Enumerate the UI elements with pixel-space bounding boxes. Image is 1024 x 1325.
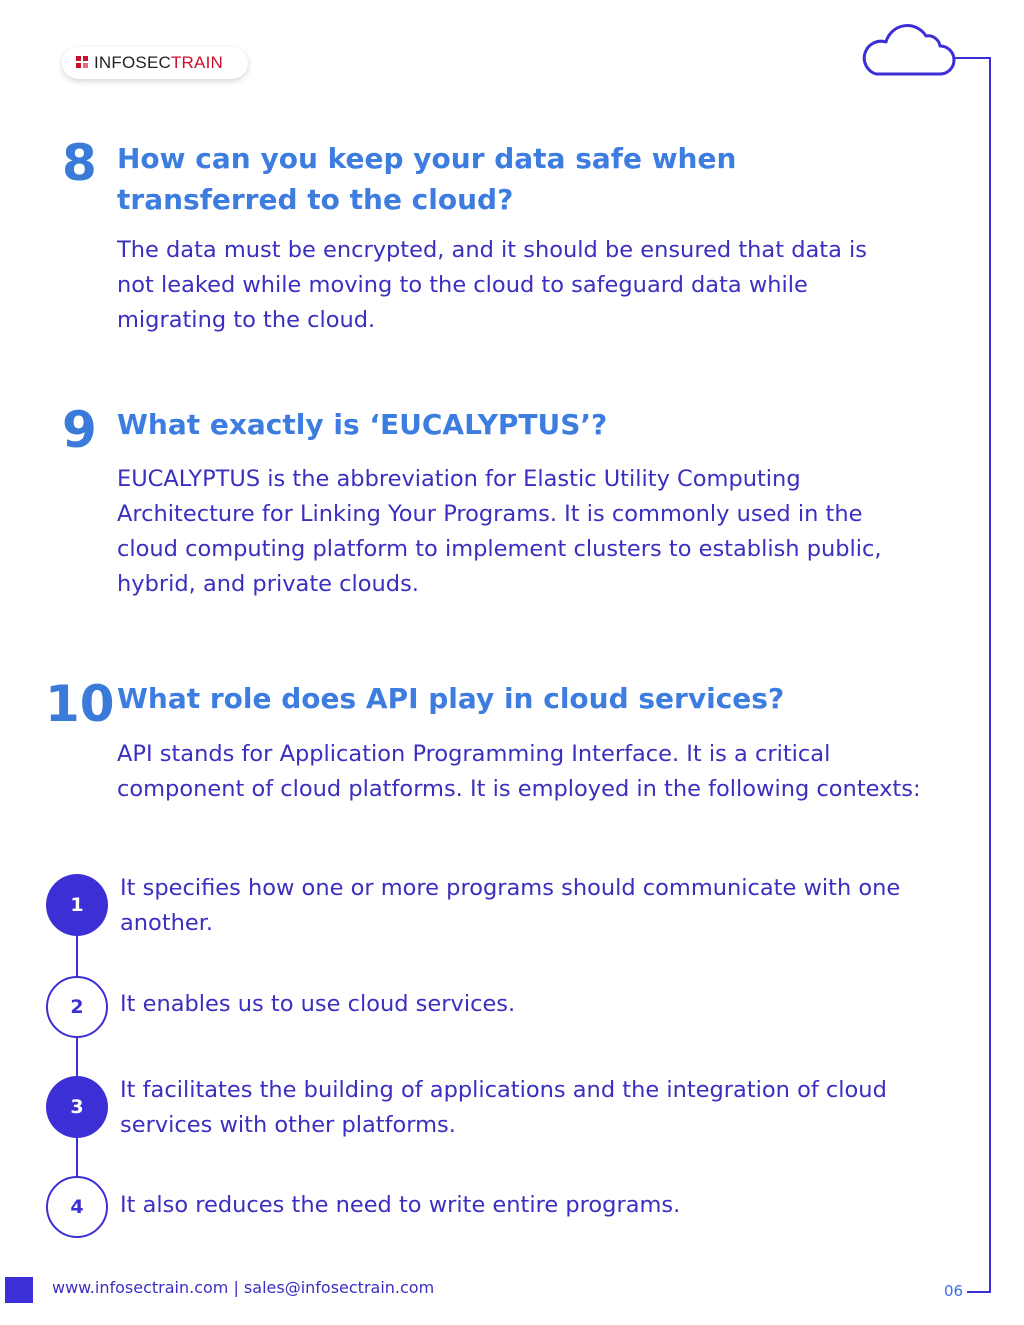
step-number-badge-3 xyxy=(46,1076,108,1138)
step-number-1: 1 xyxy=(70,894,84,916)
side-bracket-line xyxy=(955,58,990,1292)
timeline-connector xyxy=(76,1038,78,1076)
step-number-badge-4 xyxy=(46,1176,108,1238)
question-title-8: How can you keep your data safe when transferred to the cloud? xyxy=(117,142,737,216)
question-number-8: 8 xyxy=(62,134,97,192)
page-number: 06 xyxy=(944,1282,964,1300)
question-title-9: What exactly is ‘EUCALYPTUS’? xyxy=(117,408,608,441)
footer-accent-square xyxy=(5,1277,33,1303)
logo-text-part1: INFOSEC xyxy=(94,53,171,72)
answer-text-8: The data must be encrypted, and it should be ensured that data is not leaked while moving to the cloud to safeguard data while migrating to the cloud. xyxy=(117,237,868,333)
logo-text-part2: TRAIN xyxy=(170,53,223,72)
step-number-badge-2 xyxy=(46,976,108,1038)
answer-text-10: API stands for Application Programming Interface. It is a critical component of cloud platforms. It is employed in the following contexts: xyxy=(117,741,921,802)
step-number-3: 3 xyxy=(70,1096,84,1118)
api-point-text-2: It enables us to use cloud services. xyxy=(120,991,516,1017)
step-number-4: 4 xyxy=(70,1196,84,1218)
timeline-connector xyxy=(76,1138,78,1176)
cloud-icon xyxy=(864,26,954,74)
footer-contact: www.infosectrain.com | sales@infosectrain.com xyxy=(52,1278,435,1297)
timeline-connector xyxy=(76,936,78,976)
api-point-text-4: It also reduces the need to write entire programs. xyxy=(120,1192,681,1218)
question-number-9: 9 xyxy=(62,401,97,459)
step-number-badge-1 xyxy=(46,874,108,936)
answer-text-9: EUCALYPTUS is the abbreviation for Elastic Utility Computing Architecture for Linking Your Programs. It is commonly used in the cloud computing platform to implement clusters to establish public, hybrid, and private clouds. xyxy=(117,466,882,597)
api-point-text-1: It specifies how one or more programs should communicate with one another. xyxy=(120,875,901,936)
question-number-10: 10 xyxy=(45,675,115,733)
api-point-text-3: It facilitates the building of applications and the integration of cloud services with other platforms. xyxy=(120,1077,887,1138)
question-title-10: What role does API play in cloud services? xyxy=(117,682,785,715)
step-number-2: 2 xyxy=(70,996,84,1018)
